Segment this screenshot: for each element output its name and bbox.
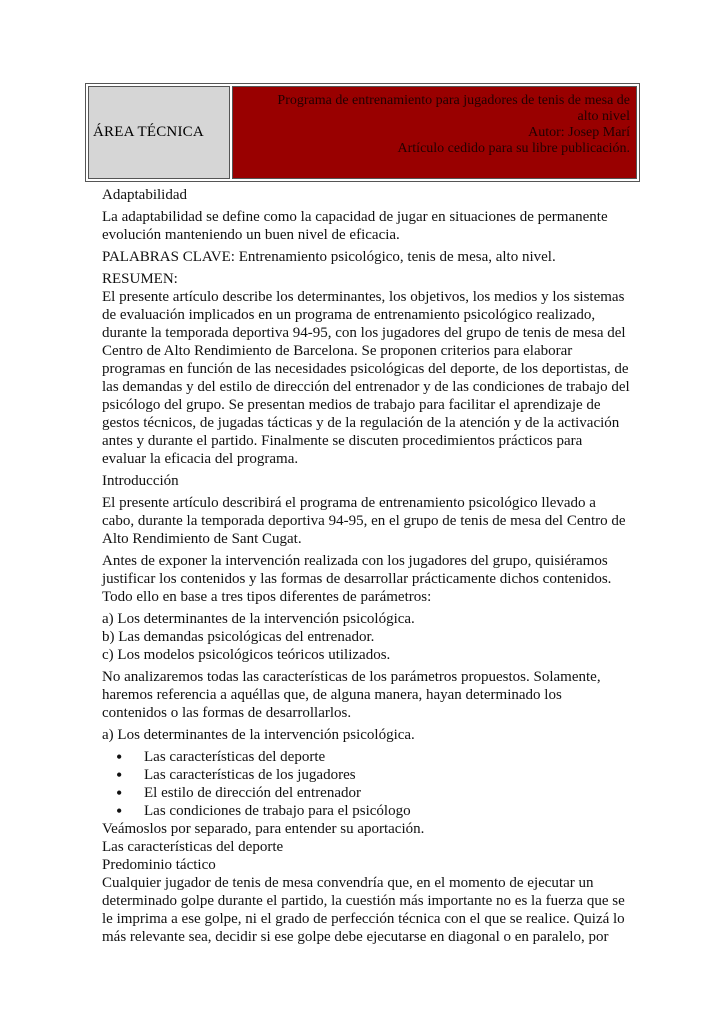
abstract-heading: RESUMEN: [102, 271, 178, 287]
paragraph: No analizaremos todas las características de los parámetros propuestos. Solamente, haremos referencia a aquéllas que, de alguna manera, hayan determinado los contenidos o las formas de desarrollarlos. [102, 669, 601, 721]
area-cell [88, 86, 230, 179]
paragraph: La adaptabilidad se define como la capacidad de jugar en situaciones de permanente evolución manteniendo un buen nivel de eficacia. [102, 209, 608, 243]
bullet-item: • El estilo de dirección del entrenador [116, 784, 630, 802]
subheading: Predominio táctico [102, 857, 216, 873]
bullet-list [102, 748, 630, 820]
section-heading: Adaptabilidad [102, 187, 187, 203]
bullet-item: • Las características de los jugadores [116, 766, 630, 784]
paragraph: Veámoslos por separado, para entender su aportación. [102, 821, 425, 837]
article-title-line2: alto nivel [577, 109, 630, 124]
header-table [85, 83, 640, 182]
bullet-item: • Las características del deporte [116, 748, 630, 766]
article-title-line1: Programa de entrenamiento para jugadores de tenis de mesa de [277, 93, 630, 108]
paragraph: Antes de exponer la intervención realizada con los jugadores del grupo, quisiéramos justificar los contenidos y las formas de desarrollar prácticamente dichos contenidos. Todo ello en base a tres tipos diferentes de parámetros: [102, 553, 612, 605]
section-heading: Introducción [102, 473, 179, 489]
area-label: ÁREA TÉCNICA [93, 124, 204, 140]
subheading: Las características del deporte [102, 839, 284, 855]
subheading: a) Los determinantes de la intervención psicológica. [102, 727, 415, 743]
article-note: Artículo cedido para su libre publicación. [397, 141, 630, 156]
list-line: b) Las demandas psicológicas del entrenador. [102, 629, 375, 645]
article-body [102, 186, 630, 946]
keywords: PALABRAS CLAVE: Entrenamiento psicológico, tenis de mesa, alto nivel. [102, 249, 556, 265]
article-author: Autor: Josep Marí [528, 125, 630, 140]
title-cell [232, 86, 637, 179]
paragraph: El presente artículo describirá el programa de entrenamiento psicológico llevado a cabo, durante la temporada deportiva 94-95, en el grupo de tenis de mesa del Centro de Alto Rendimiento de Sant Cugat. [102, 495, 626, 547]
paragraph: Cualquier jugador de tenis de mesa convendría que, en el momento de ejecutar un determinado golpe durante el partido, la cuestión más importante no es la fuerza que se le imprima a ese golpe, ni el grado de perfección técnica con el que se realice. Quizá lo más relevante sea, decidir si ese golpe debe ejecutarse en diagonal o en paralelo, por [102, 875, 625, 945]
list-line: c) Los modelos psicológicos teóricos utilizados. [102, 647, 391, 663]
bullet-item: • Las condiciones de trabajo para el psicólogo [116, 802, 630, 820]
list-line: a) Los determinantes de la intervención psicológica. [102, 611, 415, 627]
abstract-paragraph: El presente artículo describe los determinantes, los objetivos, los medios y los sistemas de evaluación implicados en un programa de entrenamiento psicológico realizado, durante la temporada deportiva 94-95, con los jugadores del grupo de tenis de mesa del Centro de Alto Rendimiento de Barcelona. Se proponen criterios para elaborar programas en función de las necesidades psicológicas del deporte, de los deportistas, de las demandas y del estilo de dirección del entrenador y de las condiciones de trabajo del psicólogo del grupo. Se presentan medios de trabajo para facilitar el aprendizaje de gestos técnicos, de jugadas tácticas y de la regulación de la atención y de la activación antes y durante el partido. Finalmente se discuten procedimientos prácticos para evaluar la eficacia del programa. [102, 289, 630, 467]
